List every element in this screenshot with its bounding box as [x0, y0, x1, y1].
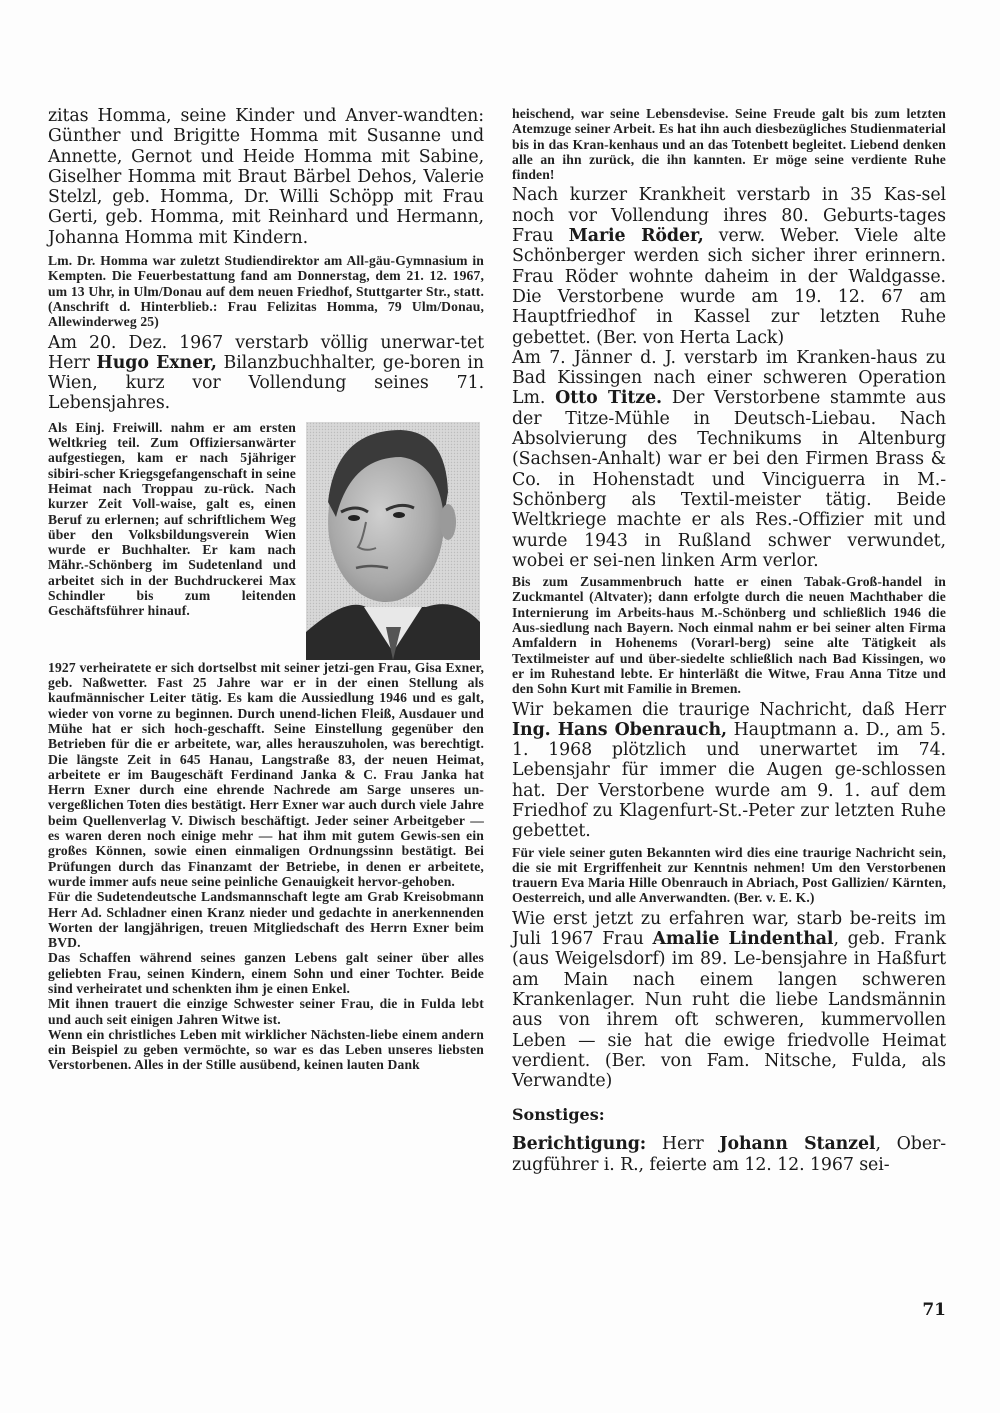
titze-detail: Bis zum Zusammenbruch hatte er einen Tabak-Groß-handel in Zuckmantel (Altvater); dann erfolgte durch die neuen Machthaber die Internierung im Arbeits-haus M.-Schönberg und schließlich 1946 die Aus-siedlung nach Bayern. Noch einmal nahm er bei seiner alten Firma Amfaldern in Hohenems (Vorarl-berg) seine alte Tätigkeit als Textilmeister auf und über-siedelte schließlich nach Bad Kissingen, wo er im Ruhestand lebte. Er hinterläßt die Witwe, Frau Anna Titze und den Sohn Kurt mit Familie in Bremen. — [512, 574, 946, 697]
homma-funeral-note: Lm. Dr. Homma war zuletzt Studiendirektor am All-gäu-Gymnasium in Kempten. Die Feuerbestattung fand am Donnerstag, dem 21. 12. 1967, um 13 Uhr, in Ulm/Donau auf dem neuen Friedhof, Stuttgarter Str., statt. (Anschrift d. Hinterblieb.: Frau Felizitas Homma, 79 Ulm/Donau, Allewinderweg 25) — [48, 253, 484, 330]
right-column — [512, 106, 946, 1175]
obenrauch-text: Wir bekamen die traurige Nachricht, daß Herr — [512, 699, 946, 720]
exner-bio-paragraph: Als Einj. Freiwill. nahm er am ersten Weltkrieg teil. Zum Offiziersanwärter aufgestiegen, kam er nach 5jähriger sibiri-scher Kriegsgefangenschaft in seine Heimat nach Troppau zu-rück. Nach kurzer Zeit Voll-waise, galt es, einen Beruf zu erlernen; auf schriftlichem Weg über den Volksbildungsverein Wien wurde er Buchhalter. Er kam nach Mähr.-Schönberg im Sudetenland und arbeitet sich in der Buchdruckerei Max Schindler bis zum leitenden Geschäftsführer hinauf. — [48, 419, 296, 619]
exner-obituary-end: heischend, war seine Lebensdevise. Seine Freude galt bis zum letzten Atemzuge seiner Arbeit. Es hat ihn auch diesbezügliches Studienmaterial bis in das Kran-kenhaus und an das Totenbett begleitet. Liebend denken alle an ihn zurück, die ihn kannten. Er möge seine verdiente Ruhe finden! — [512, 106, 946, 183]
obenrauch-obituary — [512, 700, 946, 842]
obenrauch-name: Ing. Hans Obenrauch, — [512, 719, 727, 740]
roeder-text: Nach kurzer Krankheit verstarb in 35 Kas-sel noch vor Vollendung ihres 80. Geburts-tages Frau — [512, 185, 946, 247]
exner-bio-family: Das Schaffen während seines ganzen Lebens galt seiner über alles geliebten Frau, seinen Kindern, einem Sohn und einer Tochter. Beide sind verheiratet und schenkten ihm je einen Enkel. — [48, 950, 484, 996]
roeder-obituary — [512, 185, 946, 347]
correction-text-2: , Ober-zugführer i. R., feierte am 12. 12. 1967 sei- — [512, 1134, 947, 1175]
correction-name: Johann Stanzel — [719, 1134, 876, 1155]
lindenthal-name: Amalie Lindenthal — [652, 929, 834, 950]
exner-bio-sister: Mit ihnen trauert die einzige Schwester seiner Frau, die in Fulda lebt und auch seit einigen Jahren Witwe ist. — [48, 996, 484, 1027]
correction-label: Berichtigung: — [512, 1134, 647, 1155]
section-heading-sonstiges: Sonstiges: — [512, 1105, 605, 1125]
obenrauch-detail: Für viele seiner guten Bekannten wird dies eine traurige Nachricht sein, die sie mit Ergriffenheit zur Kenntnis nehmen! Um den Verstorbenen trauern Eva Maria Hille Obenrauch in Abriach, Post Gallizien/ Kärnten, Oesterreich, und alle Anverwandten. (Ber. v. E. K.) — [512, 844, 946, 906]
correction-text: Herr — [646, 1134, 720, 1155]
left-column — [48, 106, 484, 1073]
exner-bio-landsmannschaft: Für die Sudetendeutsche Landsmannschaft legte am Grab Kreisobmann Herr Ad. Schladner einen Kranz nieder und gedachte in anerkennenden Worten der langjährigen, treuen Mitgliedschaft des Herrn Exner beim BVD. — [48, 889, 484, 951]
titze-name: Otto Titze. — [555, 388, 662, 409]
titze-text-2: Der Verstorbene stammte aus der Titze-Mühle in Deutsch-Liebau. Nach Absolvierung des Technikums in Altenburg (Sachsen-Anhalt) war er bei den Firmen Brass & Co. in Hohenstadt und Vinciguerra in M.-Schönberg als Textil-meister tätig. Beide Weltkriege machte er als Res.-Offizier mit und wurde 1943 in Rußland schwer verwundet, wobei er sei-nen linken Arm verlor. — [512, 388, 946, 571]
homma-family-list: zitas Homma, seine Kinder und Anver-wandten: Günther und Brigitte Homma mit Susanne und Annette, Gernot und Heide Homma mit Sabine, Giselher Homma mit Braut Bärbel Dehos, Valerie Stelzl, geb. Homma, Dr. Willi Schöpp mit Frau Gerti, geb. Homma, mit Reinhard und Hermann, Johanna Homma mit Kindern. — [48, 106, 484, 248]
correction-notice — [512, 1134, 946, 1175]
exner-intro-text: Am 20. Dez. 1967 verstarb völlig unerwar-tet Herr — [48, 332, 484, 373]
page-number: 71 — [922, 1300, 946, 1320]
exner-name: Hugo Exner, — [96, 352, 217, 373]
roeder-name: Marie Röder, — [568, 226, 704, 247]
portrait-photo — [306, 422, 480, 660]
lindenthal-text: Wie erst jetzt zu erfahren war, starb be-reits im Juli 1967 Frau — [512, 908, 946, 950]
titze-text: Am 7. Jänner d. J. verstarb im Kranken-haus zu Bad Kissingen nach einer schweren Operation Lm. — [512, 347, 946, 409]
exner-bio-marriage: 1927 verheiratete er sich dortselbst mit seiner jetzi-gen Frau, Gisa Exner, geb. Naßwetter. Fast 25 Jahre war er in der einen Stellung als kaufmännischer Leiter tätig. Es kam die Aussiedlung 1946 und es galt, wieder von vorne zu beginnen. Durch unend-lichen Fleiß, Ausdauer und Mühe hat er sich hoch-geschafft. Seine Einstellung gegenüber den Betrieben für die er arbeitete, war, alles herauszuholen, was berechtigt. Die längste Zeit in 645 Hanau, Langstraße 83, der neuen Heimat, arbeitete er im Baugeschäft Ferdinand Janka & C. Frau Janka hat Herrn Exner durch eine ehrende Nachrede am Sarge unseres un-vergeßlichen Toten dies bestätigt. Herr Exner war auch durch viele Jahre beim Quellenverlag V. Diwisch beschäftigt. Jeder seiner Arbeitgeber — es waren deren noch einige mehr — hat ihm mit gutem Gewis-sen ein großes Können, sowie einen einmaligen Ordnungssinn bestätigt. Bei Prüfungen durch das Finanzamt der Betriebe, in denen er arbeitete, wurde immer aufs neue seine peinliche Genauigkeit hervor-gehoben. — [48, 659, 484, 889]
exner-intro-text-2: Bilanzbuchhalter, ge-boren in Wien, kurz vor Vollendung seines 71. Lebensjahres. — [48, 352, 484, 414]
obenrauch-text-2: Hauptmann a. D., am 5. 1. 1968 plötzlich und unerwartet im 74. Lebensjahr für immer die Augen ge-schlossen hat. Der Verstorbene wurde am 9. 1. auf dem Friedhof zu Klagenfurt-St.-Peter zur letzten Ruhe gebettet. — [512, 719, 946, 842]
lindenthal-text-2: , geb. Frank (aus Weigelsdorf) im 89. Le-bensjahre in Haßfurt am Main nach einem langen schweren Krankenlager. Nun ruht die liebe Landsmännin aus von ihrem oft schweren, kummervollen Leben — sie hat die ewige friedvolle Heimat verdient. (Ber. von Fam. Nitsche, Fulda, als Verwandte) — [512, 929, 946, 1092]
titze-obituary — [512, 348, 946, 571]
exner-bio-closing: Wenn ein christliches Leben mit wirklicher Nächsten-liebe einem andern ein Beispiel zu geben vermöchte, so war es das Leben unseres liebsten Verstorbenen. Alles in der Stille ausübend, keinen lauten Dank — [48, 1026, 484, 1073]
roeder-text-2: verw. Weber. Viele alte Schönberger werden sich sicher ihrer erinnern. Frau Röder wohnte daheim in der Waldgasse. Die Verstorbene wurde am 19. 12. 67 am Hauptfriedhof in Kassel zur letzten Ruhe gebettet. (Ber. von Herta Lack) — [512, 226, 947, 348]
exner-obituary-intro — [48, 333, 484, 414]
exner-bio-with-photo — [48, 420, 484, 660]
lindenthal-obituary — [512, 909, 946, 1092]
